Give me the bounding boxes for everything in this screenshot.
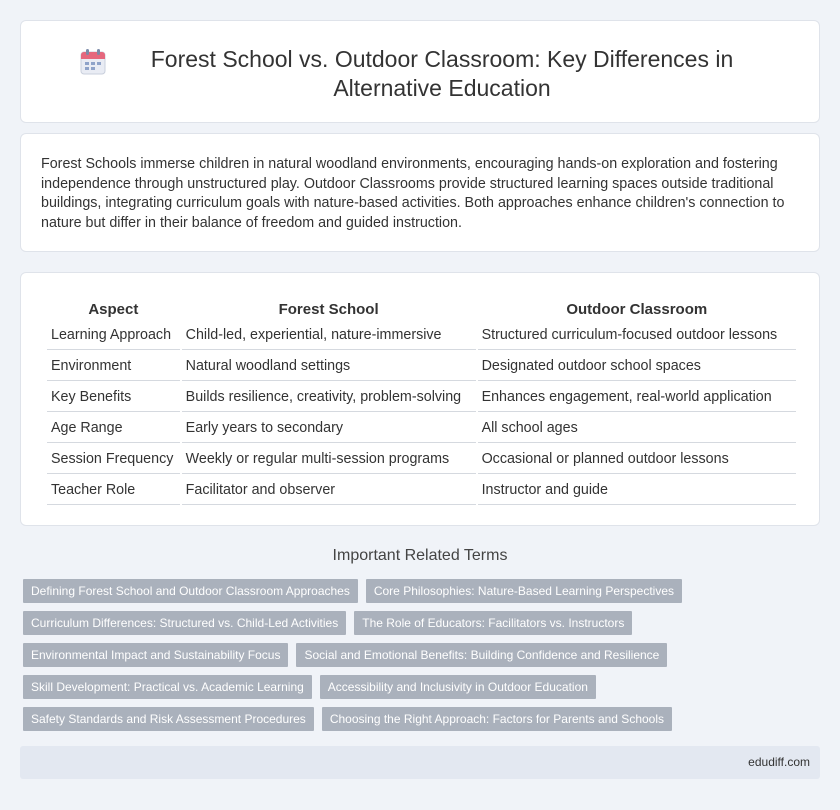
table-cell: Session Frequency	[47, 445, 180, 474]
table-cell: Enhances engagement, real-world application	[478, 383, 796, 412]
table-cell: Environment	[47, 352, 180, 381]
tag-row	[23, 643, 813, 667]
related-term-tag[interactable]: Safety Standards and Risk Assessment Procedures	[23, 707, 314, 731]
table-cell: Child-led, experiential, nature-immersive	[182, 321, 476, 350]
comparison-table	[45, 295, 798, 507]
table-cell: All school ages	[478, 414, 796, 443]
table-header-row	[47, 297, 796, 319]
related-term-tag[interactable]: The Role of Educators: Facilitators vs. Instructors	[354, 611, 632, 635]
table-cell: Designated outdoor school spaces	[478, 352, 796, 381]
column-header: Outdoor Classroom	[566, 300, 708, 318]
table-row	[47, 321, 796, 350]
table-row	[47, 383, 796, 412]
related-terms-title: Important Related Terms	[332, 547, 508, 564]
table-row	[47, 476, 796, 505]
intro-card	[20, 133, 820, 252]
table-cell: Weekly or regular multi-session programs	[182, 445, 476, 474]
comparison-card	[20, 272, 820, 526]
table-row	[47, 414, 796, 443]
related-term-tag[interactable]: Accessibility and Inclusivity in Outdoor Education	[320, 675, 596, 699]
column-header: Forest School	[278, 300, 379, 318]
footer-brand-link[interactable]: edudiff.com	[748, 755, 810, 769]
tag-row	[23, 611, 813, 635]
footer	[20, 746, 820, 779]
related-term-tag[interactable]: Environmental Impact and Sustainability Focus	[23, 643, 288, 667]
table-cell: Structured curriculum-focused outdoor lessons	[478, 321, 796, 350]
table-cell: Natural woodland settings	[182, 352, 476, 381]
related-terms-list	[23, 579, 813, 739]
table-cell: Teacher Role	[47, 476, 180, 505]
column-header: Aspect	[88, 300, 139, 318]
table-cell: Facilitator and observer	[182, 476, 476, 505]
table-cell: Early years to secondary	[182, 414, 476, 443]
related-term-tag[interactable]: Choosing the Right Approach: Factors for Parents and Schools	[322, 707, 672, 731]
tag-row	[23, 707, 813, 731]
related-term-tag[interactable]: Social and Emotional Benefits: Building Confidence and Resilience	[296, 643, 667, 667]
related-term-tag[interactable]: Core Philosophies: Nature-Based Learning Perspectives	[366, 579, 682, 603]
table-cell: Instructor and guide	[478, 476, 796, 505]
table-row	[47, 352, 796, 381]
table-cell: Key Benefits	[47, 383, 180, 412]
page-title: Forest School vs. Outdoor Classroom: Key Differences in Alternative Education	[150, 46, 734, 101]
table-row	[47, 445, 796, 474]
related-term-tag[interactable]: Skill Development: Practical vs. Academic Learning	[23, 675, 312, 699]
related-term-tag[interactable]: Curriculum Differences: Structured vs. Child-Led Activities	[23, 611, 346, 635]
header-card	[20, 20, 820, 123]
table-cell: Learning Approach	[47, 321, 180, 350]
table-cell: Occasional or planned outdoor lessons	[478, 445, 796, 474]
tag-row	[23, 579, 813, 603]
related-term-tag[interactable]: Defining Forest School and Outdoor Classroom Approaches	[23, 579, 358, 603]
table-cell: Age Range	[47, 414, 180, 443]
table-cell: Builds resilience, creativity, problem-solving	[182, 383, 476, 412]
calendar-icon	[78, 47, 108, 77]
intro-paragraph: Forest Schools immerse children in natural woodland environments, encouraging hands-on exploration and fostering independence through unstructured play. Outdoor Classrooms provide structured learning spaces outside traditional buildings, integrating curriculum goals with nature-based activities. Both approaches enhance children's connection to nature but differ in their balance of freedom and guided instruction.	[41, 156, 785, 231]
tag-row	[23, 675, 813, 699]
